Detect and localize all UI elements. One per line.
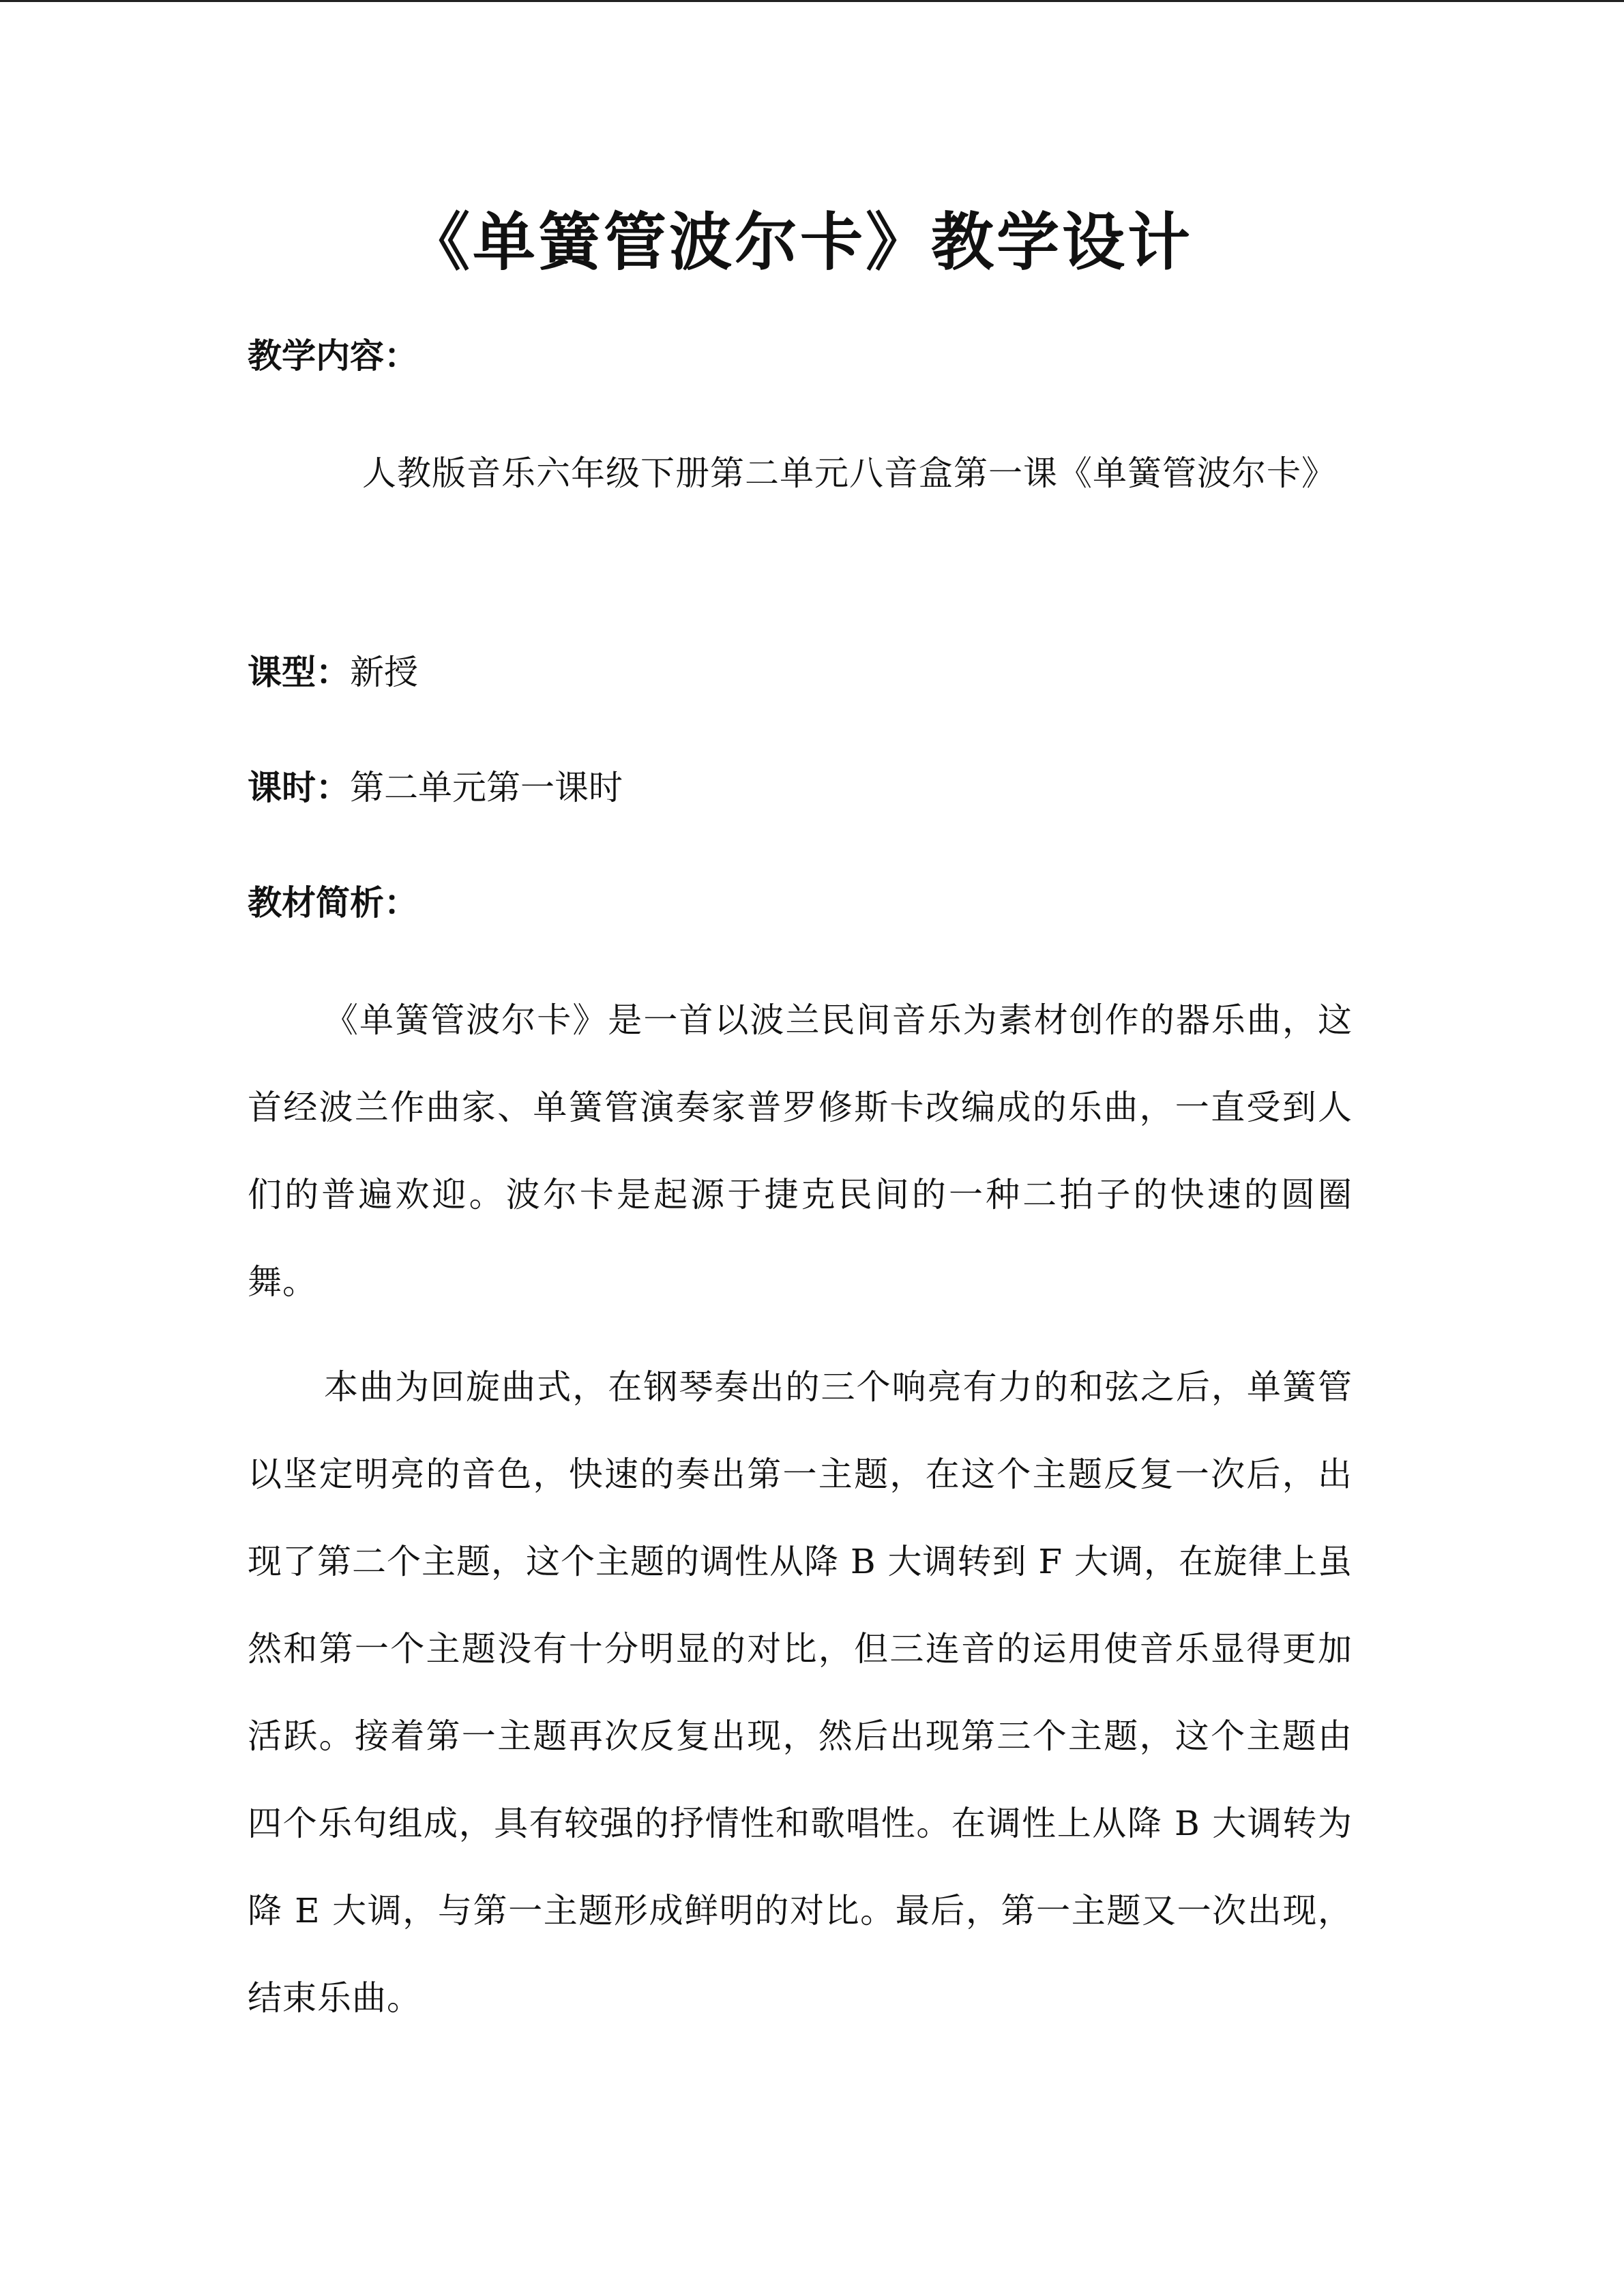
lesson-period-value: 第二单元第一课时 bbox=[350, 768, 623, 807]
lesson-type-value: 新授 bbox=[350, 653, 418, 692]
section-label-material-analysis: 教材简析： bbox=[248, 882, 418, 923]
page-title: 《单簧管波尔卡》教学设计 bbox=[407, 205, 1193, 279]
analysis-paragraph-1: 《单簧管波尔卡》是一首以波兰民间音乐为素材创作的器乐曲，这首经波兰作曲家、单簧管演奏家普罗修斯卡改编成的乐曲，一直受到人们的普遍欢迎。波尔卡是起源于捷克民间的一种二拍子的快速的圆圈舞。 bbox=[248, 1000, 1353, 1302]
analysis-paragraph-2: 本曲为回旋曲式，在钢琴奏出的三个响亮有力的和弦之后，单簧管以坚定明亮的音色，快速的奏出第一主题，在这个主题反复一次后，出现了第二个主题，这个主题的调性从降 B 大调转到 F 大调，在旋律上虽然和第一个主题没有十分明显的对比，但三连音的运用使音乐显得更加活跃。接着第一主题再次反复出现，然后出现第三个主题，这个主题由四个乐句组成，具有较强的抒情性和歌唱性。在调性上从降 B 大调转为降 E 大调，与第一主题形成鲜明的对比。最后，第一主题又一次出现，结束乐曲。 bbox=[248, 1367, 1353, 2018]
section-label-lesson-type: 课型： bbox=[248, 652, 350, 692]
teaching-content-text: 人教版音乐六年级下册第二单元八音盒第一课《单簧管波尔卡》 bbox=[362, 453, 1336, 493]
lesson-period-row bbox=[248, 766, 1353, 809]
lesson-type-row bbox=[248, 651, 1353, 694]
top-border-line bbox=[0, 0, 1624, 2]
section-label-lesson-period: 课时： bbox=[248, 767, 350, 807]
section-label-teaching-content: 教学内容： bbox=[248, 336, 418, 376]
